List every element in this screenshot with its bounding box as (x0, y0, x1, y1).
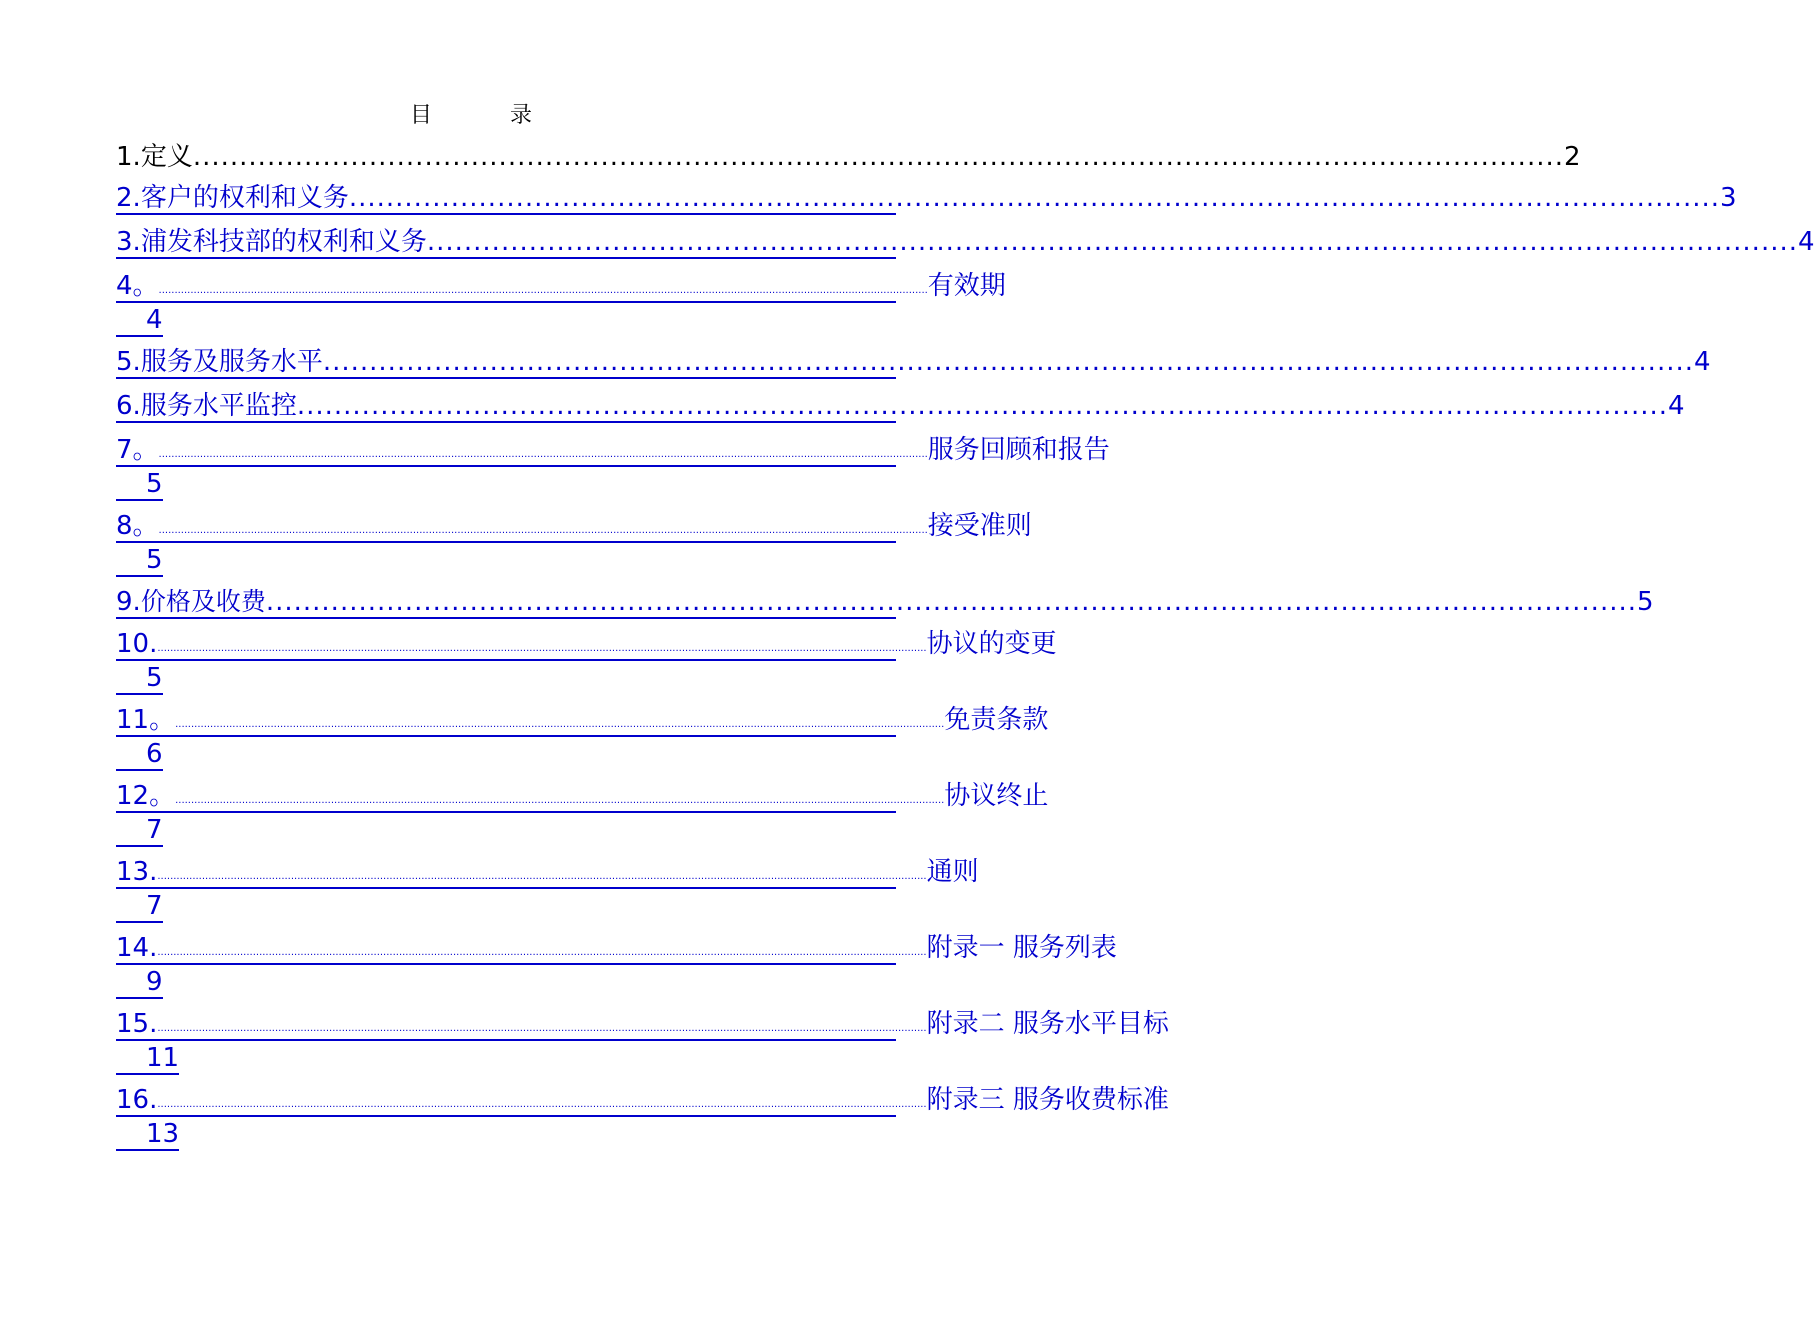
toc-link-9[interactable] (116, 585, 1654, 619)
toc-leader-dots: .................................................................................................................................................... (322, 347, 1694, 377)
toc-link-12[interactable] (116, 779, 1049, 847)
toc-entry-label: 服务回顾和报告 (927, 435, 1110, 465)
toc-link-14[interactable] (116, 931, 1117, 999)
toc-leader-dots: .................................................................................................................................................... (348, 183, 1720, 213)
toc-leader-dots: .................................................................................................................................................................................................................................................. (157, 643, 927, 654)
toc-entry-label: 通则 (926, 857, 979, 887)
table-of-contents (116, 138, 1815, 1159)
toc-leader-dots: .................................................................................................................................................................................................................................................. (175, 719, 945, 730)
toc-entry-label: 附录二 服务水平目标 (926, 1009, 1169, 1039)
toc-entry-number: 13. (116, 857, 158, 887)
toc-entry-page: 5 (116, 543, 163, 577)
toc-leader-dots: .................................................................................................................................................................................................................................................. (157, 947, 927, 958)
toc-entry-number: 2. (116, 183, 141, 213)
toc-entry-page: 5 (116, 661, 163, 695)
toc-entry-number: 5. (116, 347, 141, 377)
toc-entry-page: 4 (1798, 227, 1815, 257)
toc-leader-dots: .................................................................................................................................................................................................................................................. (175, 795, 945, 806)
toc-leader-dots: .................................................................................................................................................................................................................................................. (157, 1023, 927, 1034)
toc-entry-page: 5 (1637, 587, 1654, 617)
toc-entry-number: 11。 (116, 705, 176, 735)
toc-link-16[interactable] (116, 1083, 1169, 1151)
toc-title: 目 录 (409, 103, 560, 128)
toc-entry-number: 10. (116, 629, 158, 659)
toc-leader-dots: .................................................................................................................................................... (296, 391, 1668, 421)
toc-entry-label: 接受准则 (927, 511, 1032, 541)
toc-entry-page: 9 (116, 965, 163, 999)
toc-link-5[interactable] (116, 345, 1711, 379)
toc-leader-dots: .................................................................................................................................................... (192, 142, 1564, 172)
toc-entry-number: 16. (116, 1085, 158, 1115)
toc-entry-label: 附录三 服务收费标准 (926, 1085, 1169, 1115)
toc-leader-dots: .................................................................................................................................................................................................................................................. (158, 449, 928, 460)
toc-link-13[interactable] (116, 855, 979, 923)
toc-entry-number: 14. (116, 933, 158, 963)
toc-entry-number: 12。 (116, 781, 176, 811)
toc-entry-page: 11 (116, 1041, 179, 1075)
toc-entry-label: 免责条款 (944, 705, 1049, 735)
toc-entry-page: 13 (116, 1117, 179, 1151)
toc-entry-number: 15. (116, 1009, 158, 1039)
toc-link-4[interactable] (116, 269, 1006, 337)
toc-entry-number: 4。 (116, 271, 159, 301)
toc-entry-label: 服务水平监控 (140, 391, 297, 421)
toc-entry-label: 协议的变更 (926, 629, 1057, 659)
toc-link-2[interactable] (116, 181, 1737, 215)
toc-entry-number: 8。 (116, 511, 159, 541)
toc-leader-dots: .................................................................................................................................................................................................................................................. (157, 871, 927, 882)
toc-entry-page: 7 (116, 813, 163, 847)
toc-entry-page: 6 (116, 737, 163, 771)
toc-entry-number: 3. (116, 227, 141, 257)
toc-link-6[interactable] (116, 389, 1685, 423)
toc-entry-label: 协议终止 (944, 781, 1049, 811)
toc-leader-dots: .................................................................................................................................................................................................................................................. (157, 1099, 927, 1110)
toc-entry-label: 客户的权利和义务 (140, 183, 349, 213)
toc-link-3[interactable] (116, 225, 1815, 259)
toc-entry-number: 7。 (116, 435, 159, 465)
toc-entry-number: 9. (116, 587, 141, 617)
toc-link-7[interactable] (116, 433, 1110, 501)
toc-link-8[interactable] (116, 509, 1032, 577)
toc-link-11[interactable] (116, 703, 1049, 771)
toc-entry-page: 2 (1564, 142, 1581, 172)
toc-leader-dots: .................................................................................................................................................................................................................................................. (158, 525, 928, 536)
toc-entry-page: 5 (116, 467, 163, 501)
toc-entry-page: 3 (1720, 183, 1737, 213)
toc-entry-label: 浦发科技部的权利和义务 (140, 227, 427, 257)
toc-link-15[interactable] (116, 1007, 1169, 1075)
toc-entry-page: 4 (116, 303, 163, 337)
toc-entry-number: 1. (116, 142, 141, 172)
toc-entry-label: 有效期 (927, 271, 1006, 301)
toc-entry-label: 定义 (140, 142, 193, 172)
toc-entry-label: 附录一 服务列表 (926, 933, 1117, 963)
toc-entry-page: 4 (1694, 347, 1711, 377)
toc-leader-dots: .................................................................................................................................................... (426, 227, 1798, 257)
toc-link-10[interactable] (116, 627, 1057, 695)
toc-leader-dots: .................................................................................................................................................... (265, 587, 1637, 617)
toc-entry-1 (116, 140, 1581, 174)
toc-leader-dots: .................................................................................................................................................................................................................................................. (158, 285, 928, 296)
toc-entry-page: 4 (1668, 391, 1685, 421)
toc-entry-label: 服务及服务水平 (140, 347, 323, 377)
toc-entry-number: 6. (116, 391, 141, 421)
toc-entry-page: 7 (116, 889, 163, 923)
toc-entry-label: 价格及收费 (140, 587, 266, 616)
